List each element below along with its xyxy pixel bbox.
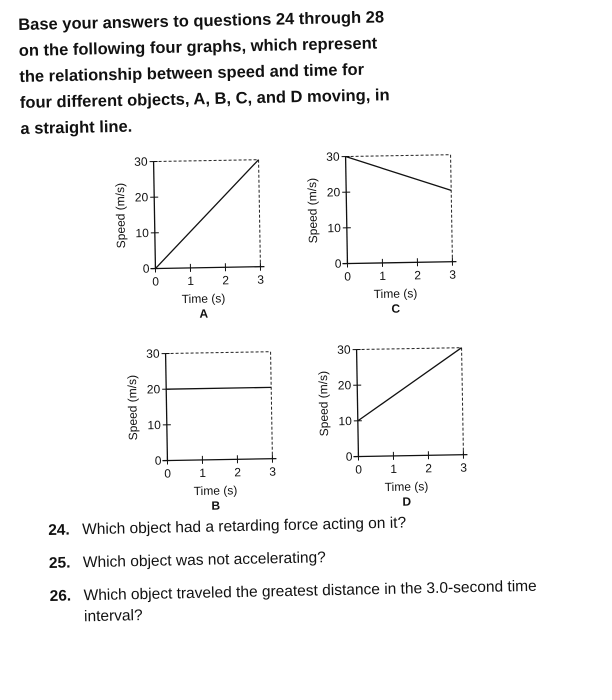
y-tick-label: 0 (142, 261, 150, 276)
question-25 (49, 542, 569, 574)
question-text: Which object traveled the greatest distance in the 3.0-second time interval? (83, 577, 537, 626)
graph-a (98, 149, 271, 337)
x-tick-label: 1 (187, 273, 195, 288)
speed-line (357, 348, 463, 421)
y-tick-label: 0 (154, 453, 162, 468)
y-axis-label: Speed (m/s) (304, 177, 321, 244)
y-tick-label: 0 (345, 449, 353, 464)
x-tick-label: 1 (390, 461, 398, 476)
intro-line: on the following four graphs, which represent (18, 34, 378, 60)
intro-paragraph (18, 2, 521, 142)
x-tick-label: 3 (460, 460, 468, 475)
y-tick-label: 10 (135, 225, 149, 241)
y-tick-label: 30 (134, 154, 148, 169)
graph-letter: A (199, 306, 209, 321)
speed-line (154, 160, 261, 269)
y-tick-label: 30 (337, 342, 351, 357)
right-border (462, 348, 464, 455)
y-tick-label: 20 (326, 185, 341, 200)
graph-letter: D (402, 494, 412, 509)
y-axis (357, 350, 359, 457)
y-tick-label: 30 (326, 149, 340, 164)
y-axis-label: Speed (m/s) (315, 370, 332, 437)
right-border (271, 352, 273, 459)
x-axis (162, 459, 276, 461)
intro-line: four different objects, A, B, C, and D moving, in (19, 86, 390, 112)
x-tick-label: 0 (164, 466, 172, 481)
top-border (154, 160, 259, 162)
top-border (166, 352, 271, 354)
y-tick-label: 20 (134, 190, 149, 205)
x-axis (353, 455, 467, 457)
top-border (357, 348, 462, 350)
y-tick-label: 30 (146, 346, 160, 361)
speed-line (166, 387, 271, 389)
y-tick-label: 20 (337, 378, 352, 393)
graph-b (110, 341, 283, 529)
y-tick-label: 10 (338, 413, 352, 429)
question-list (48, 509, 570, 640)
x-tick-label: 1 (199, 465, 207, 480)
question-number: 24. (48, 521, 70, 539)
intro-line: Base your answers to questions 24 through 28 (18, 8, 385, 34)
intro-line: the relationship between speed and time for (19, 60, 365, 86)
x-tick-label: 1 (379, 268, 387, 283)
graph-svg (301, 337, 474, 520)
graph-svg (110, 341, 283, 524)
x-tick-label: 2 (425, 461, 433, 476)
x-tick-label: 0 (355, 462, 363, 477)
y-tick-label: 10 (147, 417, 161, 433)
speed-line (346, 155, 452, 192)
y-axis-label: Speed (m/s) (112, 182, 129, 249)
x-tick-label: 2 (222, 273, 230, 288)
graph-letter: C (391, 301, 401, 316)
y-axis (166, 354, 168, 461)
x-tick-label: 0 (344, 269, 352, 284)
question-26 (49, 575, 570, 628)
y-tick-label: 0 (334, 256, 342, 271)
x-tick-label: 3 (269, 464, 277, 479)
x-axis (150, 267, 264, 269)
graph-svg (290, 144, 463, 327)
y-tick-label: 10 (327, 220, 341, 236)
question-text: Which object had a retarding force acting on it? (82, 514, 407, 539)
y-axis (154, 162, 156, 269)
question-text: Which object was not accelerating? (82, 549, 326, 572)
x-axis-label: Time (s) (193, 483, 238, 499)
x-axis-label: Time (s) (384, 479, 429, 495)
x-axis-label: Time (s) (373, 286, 418, 302)
y-axis-label: Speed (m/s) (124, 374, 141, 441)
x-tick-label: 3 (257, 272, 265, 287)
graph-c (290, 144, 463, 332)
x-axis (342, 262, 456, 264)
y-axis (346, 157, 348, 264)
question-number: 26. (49, 587, 72, 605)
intro-line: a straight line. (20, 117, 133, 138)
x-tick-label: 3 (449, 267, 457, 282)
right-border (451, 155, 453, 262)
top-border (346, 155, 451, 157)
x-axis-label: Time (s) (181, 291, 226, 307)
graph-d (301, 337, 474, 525)
graph-svg (98, 149, 271, 332)
x-tick-label: 2 (234, 465, 242, 480)
graph-letter: B (211, 498, 221, 513)
x-tick-label: 0 (152, 274, 160, 289)
x-tick-label: 2 (414, 268, 422, 283)
right-border (259, 160, 261, 267)
question-number: 25. (48, 554, 71, 572)
y-tick-label: 20 (146, 382, 161, 397)
